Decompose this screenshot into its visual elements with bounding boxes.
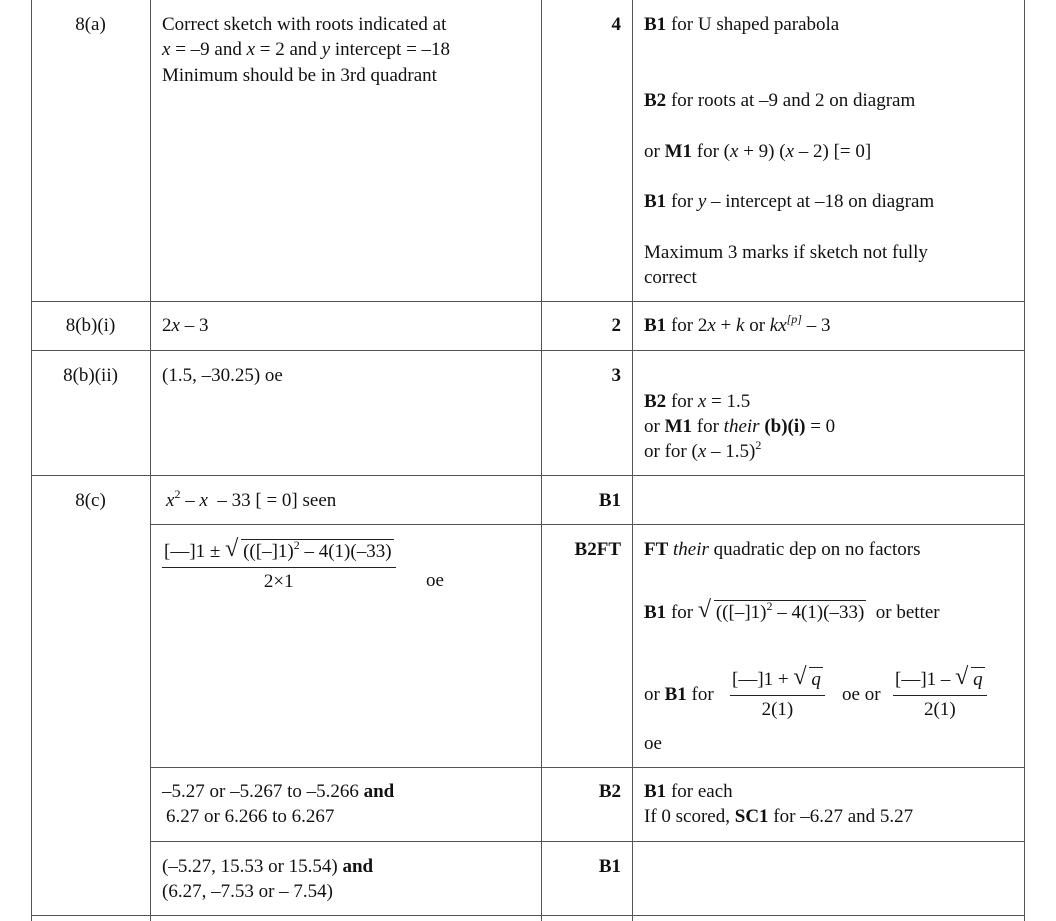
answer-line: Minimum should be in 3rd quadrant: [162, 65, 437, 86]
guidance-note: B1 for each: [644, 781, 733, 802]
answer-line: Correct sketch with roots indicated at: [162, 14, 447, 35]
mark: 4: [611, 14, 621, 35]
grid-line: [31, 0, 32, 921]
guidance-note: or for (x – 1.5)$^2$: [644, 438, 762, 462]
mark: B2FT: [574, 539, 621, 560]
quadratic-formula: [––]1 ± √ ($([-]1)^2 - 4(1)(-33)$ 2×1: [162, 540, 396, 594]
guidance-note: oe or: [842, 684, 881, 705]
grid-line: [150, 524, 1025, 525]
question-number: 8(c): [75, 490, 106, 511]
grid-line: [150, 767, 1025, 768]
mark: 2: [611, 315, 621, 336]
guidance-note: correct: [644, 267, 697, 288]
grid-line: [31, 915, 1025, 916]
guidance-note: B2 for x = 1.5: [644, 391, 751, 412]
answer-line: (6.27, –7.53 or – 7.54): [162, 881, 333, 902]
grid-line: [31, 350, 1025, 351]
mark: B1: [598, 490, 621, 511]
answer-line: x = –9 and x = 2 and y intercept = –18: [162, 39, 451, 60]
grid-line: [150, 841, 1025, 842]
answer: 2x – 3: [162, 315, 209, 336]
mark: 3: [611, 365, 621, 386]
mark: B1: [598, 856, 621, 877]
guidance-note: B1 for 2x + k or kx[p] – 3: [644, 312, 831, 336]
grid-line: [1024, 0, 1025, 921]
guidance-note: or M1 for their (b)(i) = 0: [644, 416, 836, 437]
guidance-note: or M1 for (x + 9) (x – 2) [= 0]: [644, 141, 872, 162]
guidance-note: or B1 for: [644, 684, 714, 705]
question-number: 8(b)(ii): [63, 365, 118, 386]
answer: (1.5, –30.25) oe: [162, 365, 283, 386]
fraction-minus: [––]1 – √ q 2(1): [893, 668, 987, 722]
question-number: 8(b)(i): [65, 315, 116, 336]
answer-line: 6.27 or 6.266 to 6.267: [166, 806, 335, 827]
question-number: 8(a): [75, 14, 106, 35]
guidance-note: Maximum 3 marks if sketch not fully: [644, 242, 928, 263]
grid-line: [150, 0, 151, 921]
guidance-note: B1 for y – intercept at –18 on diagram: [644, 191, 935, 212]
guidance-note: FT their quadratic dep on no factors: [644, 539, 921, 560]
mark: B2: [598, 781, 621, 802]
guidance-note: B1 for √ ($([-]1)^2 - 4(1)(-33)$ or better: [644, 597, 940, 623]
guidance-note: B1 for U shaped parabola: [644, 14, 840, 35]
grid-line: [31, 301, 1025, 302]
answer-suffix: oe: [426, 570, 444, 591]
grid-line: [632, 0, 633, 921]
answer: $x^2$ – x – 33 [ = 0] seen: [166, 487, 337, 511]
guidance-note: B2 for roots at –9 and 2 on diagram: [644, 90, 916, 111]
fraction-plus: [––]1 + √ q 2(1): [730, 668, 825, 722]
answer-line: –5.27 or –5.267 to –5.266 and: [162, 781, 395, 802]
answer-line: (–5.27, 15.53 or 15.54) and: [162, 856, 374, 877]
guidance-note: oe: [644, 733, 662, 754]
guidance-note: If 0 scored, SC1 for –6.27 and 5.27: [644, 806, 914, 827]
grid-line: [31, 475, 1025, 476]
